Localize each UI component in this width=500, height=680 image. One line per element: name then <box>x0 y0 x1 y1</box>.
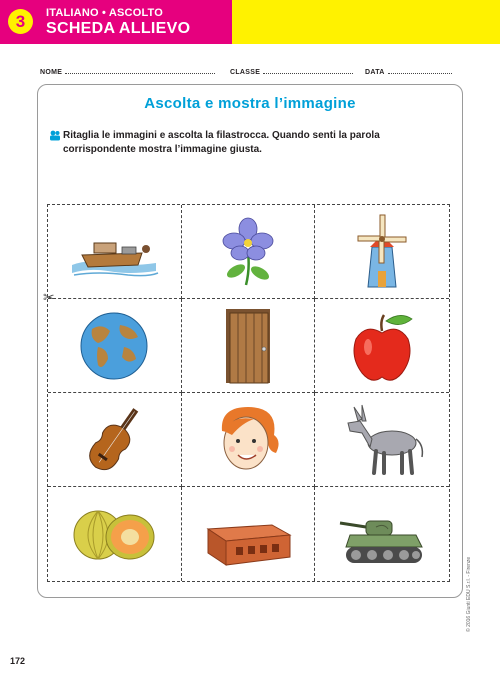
sheet-type-title: SCHEDA ALLIEVO <box>46 20 191 37</box>
class-write-line[interactable] <box>263 67 353 74</box>
child-face-illustration <box>202 401 294 479</box>
card-child-face[interactable] <box>182 393 316 487</box>
card-violin[interactable] <box>48 393 182 487</box>
card-boat[interactable] <box>48 205 182 299</box>
header-band-yellow <box>232 0 500 44</box>
card-windmill[interactable] <box>315 205 449 299</box>
donkey-illustration <box>336 401 428 479</box>
unit-number-badge: 3 <box>8 9 33 34</box>
brick-illustration <box>202 495 294 573</box>
windmill-illustration <box>336 213 428 291</box>
name-write-line[interactable] <box>65 67 215 74</box>
scissors-icon: ✂ <box>43 289 55 305</box>
date-field[interactable] <box>365 67 452 76</box>
date-write-line[interactable] <box>388 67 452 74</box>
card-melon[interactable] <box>48 487 182 581</box>
tank-illustration <box>336 495 428 573</box>
violin-illustration <box>68 401 160 479</box>
student-activity-icon <box>49 130 61 141</box>
flower-illustration <box>202 213 294 291</box>
date-label: DATA <box>365 69 385 76</box>
melon-illustration <box>68 495 160 573</box>
worksheet-title: Ascolta e mostra l’immagine <box>144 95 356 112</box>
instruction-text: Ritaglia le immagini e ascolta la filastrocca. Quando senti la parola corrispondente mostra l’immagine giusta. <box>63 130 380 155</box>
name-field[interactable] <box>40 67 215 76</box>
picture-cards-grid <box>47 204 450 582</box>
card-globe[interactable] <box>48 299 182 393</box>
page-number: 172 <box>10 656 26 666</box>
card-door[interactable] <box>182 299 316 393</box>
door-illustration <box>202 307 294 385</box>
card-flower[interactable] <box>182 205 316 299</box>
globe-illustration <box>68 307 160 385</box>
card-donkey[interactable] <box>315 393 449 487</box>
card-brick[interactable] <box>182 487 316 581</box>
boat-illustration <box>68 213 160 291</box>
name-label: NOME <box>40 69 63 76</box>
subject-label: ITALIANO • ASCOLTO <box>46 7 164 19</box>
card-tank[interactable] <box>315 487 449 581</box>
card-apple[interactable] <box>315 299 449 393</box>
class-field[interactable] <box>230 67 353 76</box>
copyright-note: © 2016 Giunti EDU S.r.l. - Firenze <box>466 556 472 632</box>
class-label: CLASSE <box>230 69 261 76</box>
apple-illustration <box>336 307 428 385</box>
